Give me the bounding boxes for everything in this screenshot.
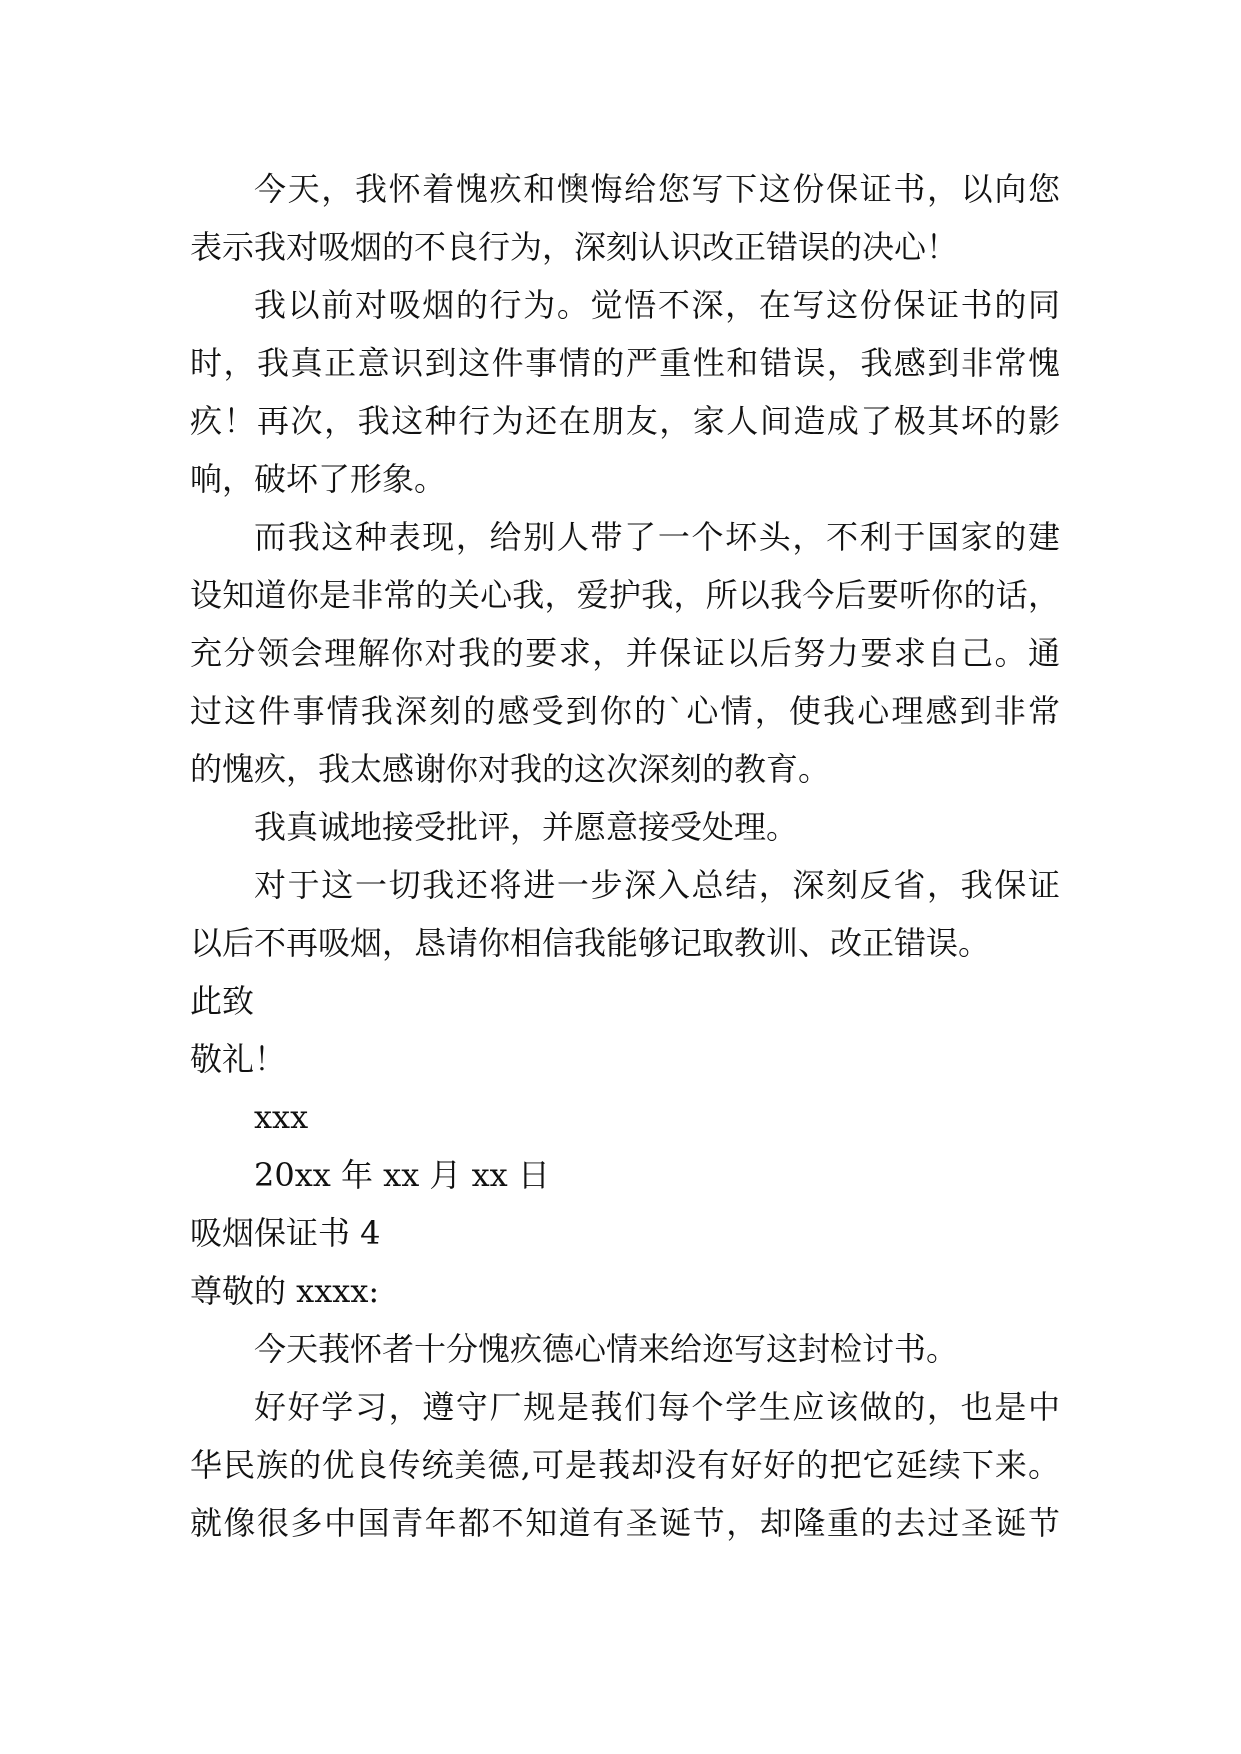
text-line: 吸烟保证书 4 — [190, 1214, 381, 1252]
text-line: 表示我对吸烟的不良行为，深刻认识改正错误的决心！ — [190, 228, 959, 266]
text-line: 以后不再吸烟，恳请你相信我能够记取教训、改正错误。 — [190, 924, 991, 962]
text-line: 就像很多中国青年都不知道有圣诞节，却隆重的去过圣诞节 — [190, 1504, 1060, 1542]
text-line: 今天莪怀者十分愧疚德心情来给迩写这封检讨书。 — [254, 1330, 959, 1368]
text-line: xxx — [254, 1098, 309, 1136]
text-line: 华民族的优良传统美德,可是莪却没有好好的把它延续下来。 — [190, 1446, 1060, 1484]
text-line: 响，破坏了形象。 — [190, 460, 447, 498]
text-line: 敬礼！ — [190, 1040, 287, 1078]
text-line: 对于这一切我还将进一步深入总结，深刻反省，我保证 — [254, 866, 1060, 904]
text-line: 今天，我怀着愧疚和懊悔给您写下这份保证书，以向您 — [254, 170, 1060, 208]
text-line: 时，我真正意识到这件事情的严重性和错误，我感到非常愧 — [190, 344, 1060, 382]
text-line: 充分领会理解你对我的要求，并保证以后努力要求自己。通 — [190, 634, 1060, 672]
text-line: 而我这种表现，给别人带了一个坏头，不利于国家的建 — [254, 518, 1060, 556]
text-line: 20xx 年 xx 月 xx 日 — [254, 1156, 550, 1194]
text-line: 好好学习，遵守厂规是莪们每个学生应该做的，也是中 — [254, 1388, 1060, 1426]
text-line: 过这件事情我深刻的感受到你的`心情，使我心理感到非常 — [190, 692, 1060, 730]
text-line: 疚！再次，我这种行为还在朋友，家人间造成了极其坏的影 — [190, 402, 1060, 440]
text-line: 的愧疚，我太感谢你对我的这次深刻的教育。 — [190, 750, 831, 788]
document-page — [190, 160, 1060, 1552]
text-line: 尊敬的 xxxx: — [190, 1272, 380, 1310]
text-line: 此致 — [190, 982, 255, 1020]
text-line: 我以前对吸烟的行为。觉悟不深，在写这份保证书的同 — [254, 286, 1060, 324]
text-line: 我真诚地接受批评，并愿意接受处理。 — [254, 808, 799, 846]
text-line: 设知道你是非常的关心我，爱护我，所以我今后要听你的话， — [190, 576, 1060, 614]
